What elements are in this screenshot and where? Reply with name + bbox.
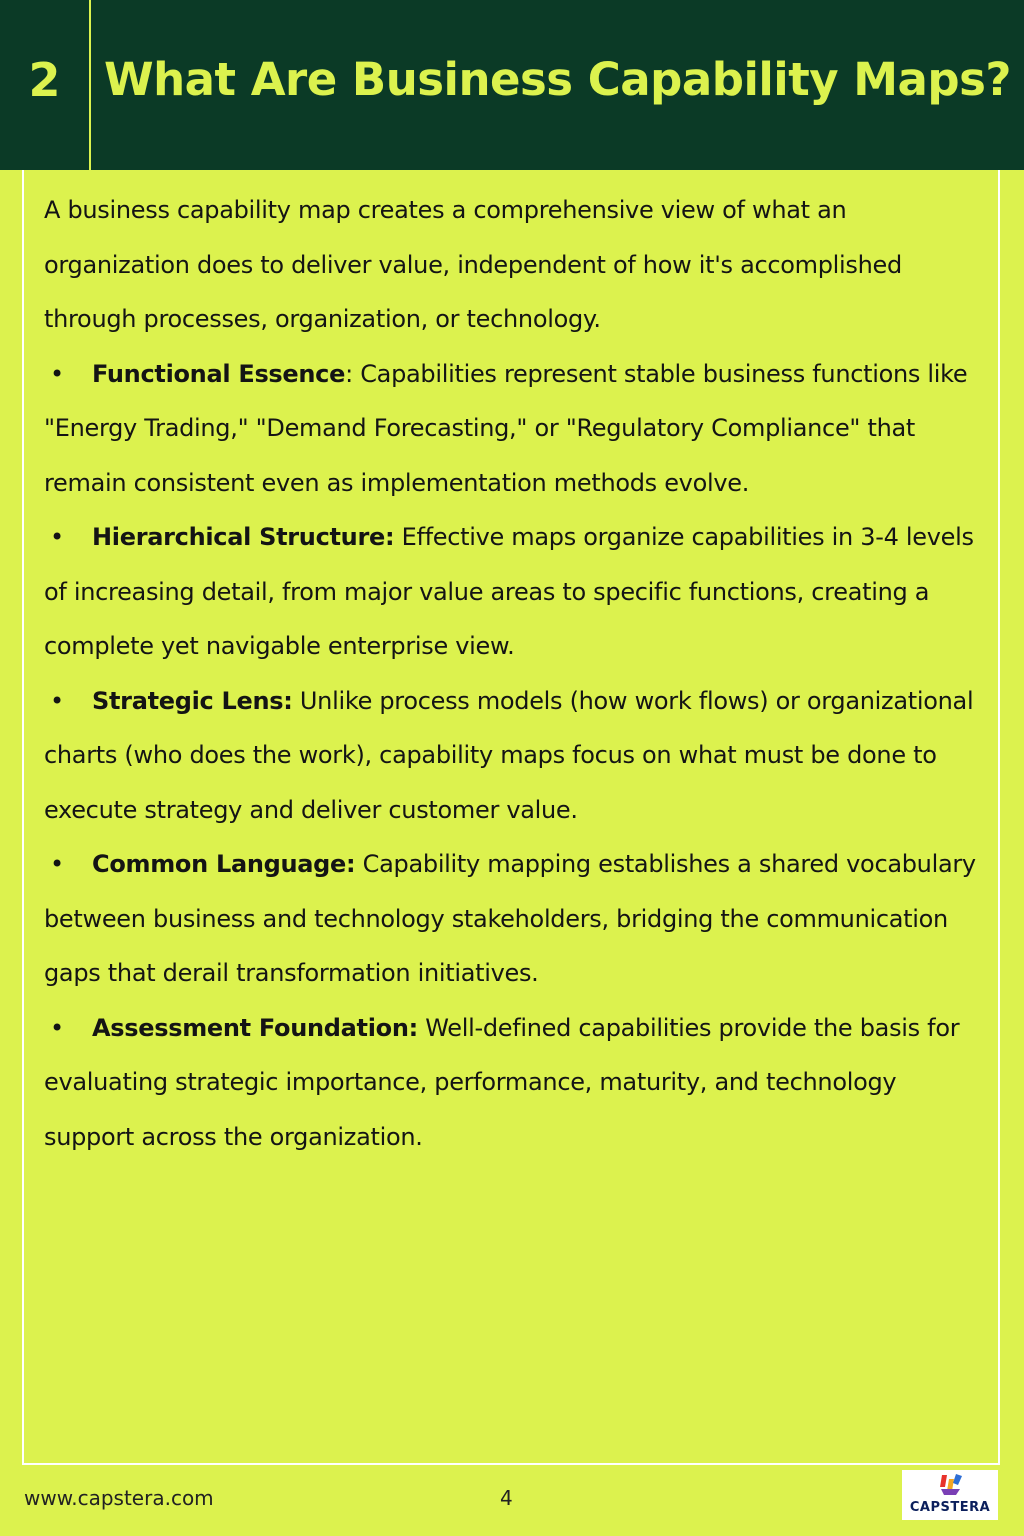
bullet-item-hierarchical-structure <box>44 510 979 674</box>
footer-url[interactable]: www.capstera.com <box>24 1486 214 1510</box>
bullet-dot: • <box>50 1013 64 1042</box>
page-header <box>0 0 1024 170</box>
bullet-text: Capabilities represent stable business functions like "Energy Trading," "Demand Forecasting," or "Regulatory Compliance" that remain consistent even as implementation methods evolve. <box>44 359 968 497</box>
capstera-logo-icon <box>938 1473 964 1497</box>
bullet-item-functional-essence <box>44 347 979 511</box>
section-number: 2 <box>28 53 61 107</box>
page-title: What Are Business Capability Maps? <box>104 53 1011 106</box>
bullet-dot: • <box>50 686 64 715</box>
bullet-separator: : <box>345 359 353 388</box>
bullet-item-assessment-foundation <box>44 1001 979 1165</box>
header-divider <box>89 0 91 170</box>
bullet-dot: • <box>50 359 64 388</box>
bullet-dot: • <box>50 850 64 878</box>
content-body <box>44 183 979 1164</box>
bullet-text: Capability mapping establishes a shared vocabulary between business and technology stakeholders, bridging the communication gaps that derail transformation initiatives. <box>44 850 976 987</box>
logo-text: CAPSTERA <box>909 1500 991 1515</box>
bullet-text: Effective maps organize capabilities in 3-4 levels of increasing detail, from major value areas to specific functions, creating a complete yet navigable enterprise view. <box>44 523 974 660</box>
bullet-text: Well-defined capabilities provide the basis for evaluating strategic importance, performance, maturity, and technology support across the organization. <box>44 1013 960 1151</box>
bullet-term: Hierarchical Structure: <box>92 523 395 551</box>
bullet-term: Functional Essence <box>92 359 346 388</box>
bullet-term: Strategic Lens: <box>92 686 293 715</box>
capstera-logo <box>902 1470 998 1520</box>
bullet-text: Unlike process models (how work flows) or organizational charts (who does the work), capability maps focus on what must be done to execute strategy and deliver customer value. <box>44 686 974 824</box>
bullet-dot: • <box>50 523 64 551</box>
page-number: 4 <box>500 1486 513 1510</box>
bullet-term: Assessment Foundation: <box>92 1013 418 1042</box>
bullet-item-common-language <box>44 837 979 1001</box>
intro-paragraph: A business capability map creates a comprehensive view of what an organization does to deliver value, independent of how it's accomplished through processes, organization, or technology. <box>44 196 902 333</box>
bullet-item-strategic-lens <box>44 674 979 838</box>
bullet-term: Common Language: <box>92 850 356 878</box>
